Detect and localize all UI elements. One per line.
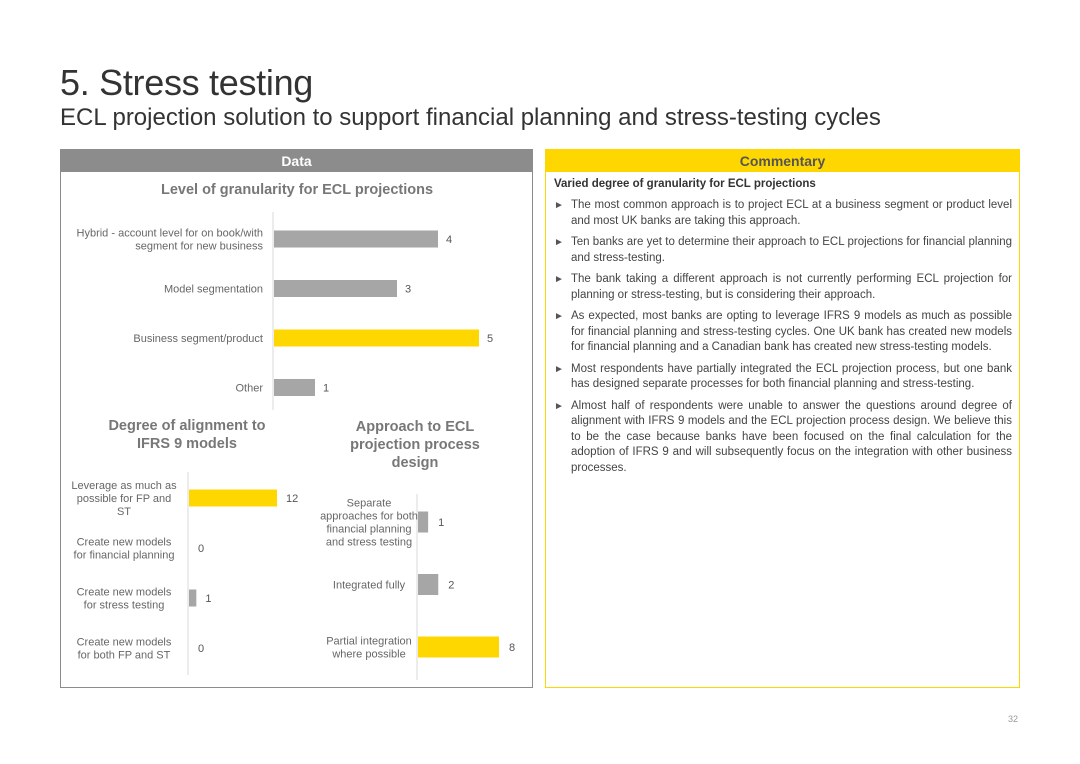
bullet-text: Ten banks are yet to determine their approach to ECL projections for financial planning and stress-testing. <box>571 236 1012 264</box>
triangle-right-icon: ► <box>554 311 564 322</box>
category-label <box>320 498 418 549</box>
page-subtitle: ECL projection solution to support financial planning and stress-testing cycles <box>60 104 881 131</box>
category-label <box>326 636 412 661</box>
bar <box>189 590 196 607</box>
triangle-right-icon: ► <box>554 400 564 412</box>
category-label-line: Create new models <box>76 536 172 549</box>
category-label <box>133 333 263 345</box>
category-label-line: and stress testing <box>325 536 413 549</box>
bullet-text: The most common approach is to project ECL at a business segment or product level and most UK banks are taking this approach. <box>571 199 1012 227</box>
commentary-bullet <box>554 198 1012 229</box>
data-label: 4 <box>446 234 453 246</box>
data-label: 3 <box>405 283 412 296</box>
category-label-line: Other <box>235 382 263 395</box>
category-label-line: Create new models <box>76 586 172 599</box>
bar <box>418 637 499 658</box>
data-label: 1 <box>205 593 212 605</box>
data-label: 0 <box>198 643 205 655</box>
commentary-bullets <box>554 198 1012 482</box>
category-label-line: Partial integration <box>326 635 412 648</box>
commentary-bullet <box>554 235 1012 266</box>
commentary-heading: Varied degree of granularity for ECL projections <box>554 178 816 190</box>
category-label <box>235 383 263 395</box>
category-label-line: segment for new business <box>135 240 263 253</box>
data-panel <box>60 149 533 688</box>
category-label <box>74 537 175 562</box>
triangle-right-icon: ► <box>554 363 564 375</box>
category-label-line: ST <box>116 506 132 518</box>
category-label-line: Model segmentation <box>163 283 263 296</box>
bar <box>274 330 479 347</box>
approach-chart <box>320 419 515 680</box>
chart-title <box>108 418 265 452</box>
chart-title-line: projection process <box>350 437 480 453</box>
triangle-right-icon: ► <box>554 237 564 248</box>
bar <box>418 512 428 533</box>
category-label <box>71 480 177 518</box>
bar <box>418 574 438 595</box>
page-title: 5. Stress testing <box>60 62 314 103</box>
bullet-text: The bank taking a different approach is not currently performing ECL projection for planning or stress-testing, but is considering their approach. <box>571 273 1012 301</box>
commentary-bullet <box>554 272 1012 303</box>
category-label-line: Integrated fully <box>332 579 406 592</box>
bullet-text: Almost half of respondents were unable to answer the questions around degree of alignment with IFRS 9 models and the ECL projection process design. We believe this to be the case because banks have been focused on the final calculation for the adoption of IFRS 9 and will subsequently focus on the integration with other business processes. <box>571 399 1012 474</box>
category-label-line: where possible <box>332 648 406 661</box>
data-label: 5 <box>487 333 494 345</box>
category-label-line: for stress testing <box>83 599 165 612</box>
category-label <box>333 580 406 592</box>
chart-title <box>161 182 433 198</box>
data-label: 1 <box>323 382 330 395</box>
commentary-panel-header: Commentary <box>546 150 1019 172</box>
bar <box>274 231 438 248</box>
page-number: 32 <box>1008 714 1019 724</box>
bar <box>274 280 397 297</box>
chart-title-line: IFRS 9 models <box>137 436 237 452</box>
data-label: 8 <box>509 642 516 654</box>
triangle-right-icon: ► <box>554 200 564 211</box>
chart-title-line: Approach to ECL <box>355 419 475 435</box>
data-label: 0 <box>198 543 205 555</box>
bar <box>189 490 277 507</box>
category-label <box>164 284 263 296</box>
commentary-bullet <box>554 399 1012 477</box>
category-label-line: for both FP and ST <box>77 649 171 662</box>
bullet-text: Most respondents have partially integrated the ECL projection process, but one bank has designed separate processes for both financial planning and stress-testing. <box>571 362 1012 390</box>
category-label-line: for financial planning <box>73 549 175 562</box>
data-label: 12 <box>286 493 299 505</box>
category-label-line: Create new models <box>76 636 172 649</box>
alignment-chart <box>71 418 298 675</box>
data-panel-header: Data <box>61 150 532 172</box>
category-label <box>77 587 172 612</box>
category-label <box>77 228 264 253</box>
data-label: 1 <box>438 517 445 529</box>
category-label-line: possible for FP and <box>76 493 172 505</box>
triangle-right-icon: ► <box>554 274 564 285</box>
category-label-line: Business segment/product <box>133 333 263 345</box>
category-label-line: approaches for both <box>320 510 418 523</box>
category-label-line: Hybrid - account level for on book/with <box>76 227 263 240</box>
category-label-line: Leverage as much as <box>71 480 177 492</box>
category-label-line: financial planning <box>326 523 412 536</box>
data-label: 2 <box>448 579 455 592</box>
charts-svg <box>61 150 532 687</box>
bar <box>274 379 315 396</box>
category-label-line: Separate <box>346 497 392 510</box>
bullet-text: As expected, most banks are opting to leverage IFRS 9 models as much as possible for financial planning and stress-testing cycles. One UK bank has created new models for financial planning and a Canadian bank has created new stress-testing models. <box>571 310 1012 353</box>
chart-title-line: Degree of alignment to <box>108 418 266 434</box>
commentary-panel <box>545 149 1020 688</box>
commentary-bullet <box>554 362 1012 393</box>
chart-title-line: Level of granularity for ECL projections <box>160 182 434 198</box>
granularity-chart <box>77 182 494 410</box>
commentary-bullet <box>554 309 1012 356</box>
chart-title <box>350 419 480 471</box>
category-label <box>77 637 172 662</box>
chart-title-line: design <box>391 455 439 471</box>
